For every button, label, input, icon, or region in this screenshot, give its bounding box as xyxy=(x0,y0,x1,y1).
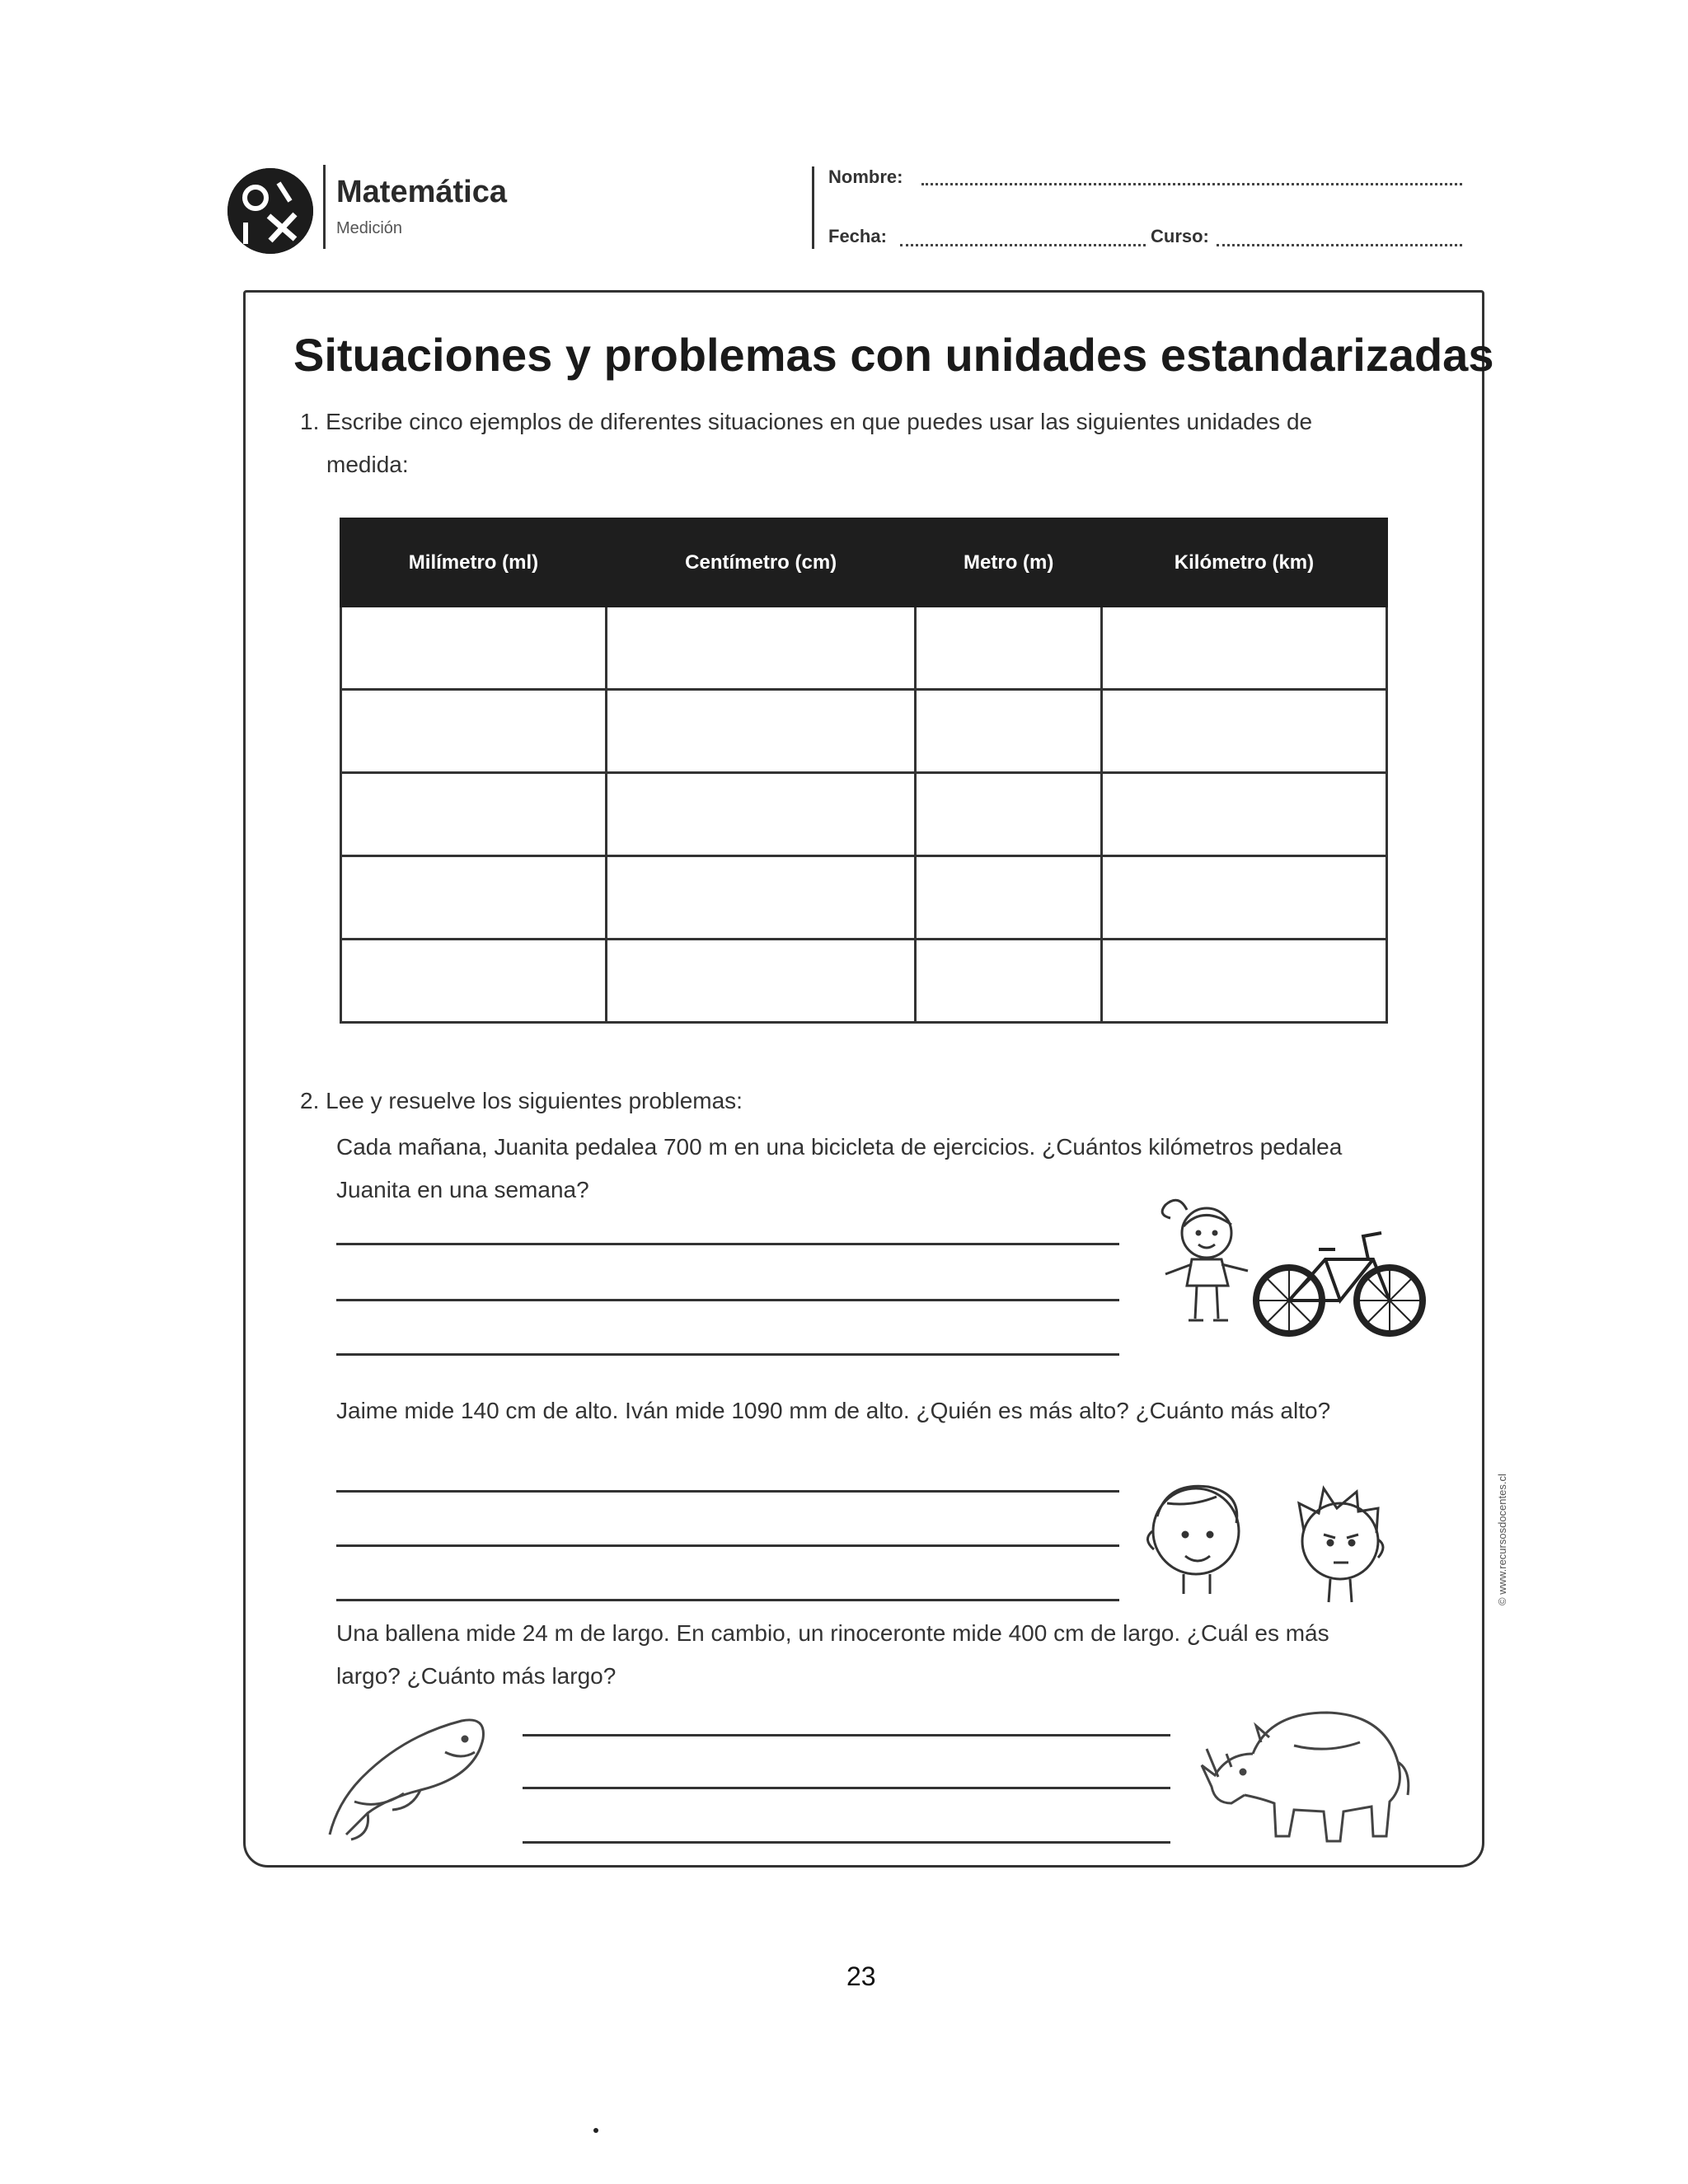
bicycle-illustration xyxy=(1250,1225,1431,1340)
table-cell[interactable] xyxy=(1101,607,1386,690)
table-cell[interactable] xyxy=(341,690,607,773)
question-1-text-cont: medida: xyxy=(326,452,409,477)
logo-divider xyxy=(323,165,326,249)
footer-mark xyxy=(593,2128,598,2133)
subject-title: Matemática xyxy=(336,175,507,209)
boy-illustration xyxy=(1134,1474,1258,1597)
column-header-cm: Centímetro (cm) xyxy=(606,519,916,607)
answer-line[interactable] xyxy=(336,1599,1119,1601)
course-label: Curso: xyxy=(1151,226,1209,246)
question-1-text: 1. Escribe cinco ejemplos de diferentes situaciones en que puedes usar las siguientes unidades de xyxy=(300,409,1313,434)
rhino-illustration xyxy=(1195,1696,1418,1853)
table-cell[interactable] xyxy=(916,607,1102,690)
table-cell[interactable] xyxy=(341,856,607,940)
course-field[interactable] xyxy=(1217,244,1462,246)
logo-icon xyxy=(227,168,313,254)
answer-line[interactable] xyxy=(336,1353,1119,1356)
header-divider xyxy=(812,166,814,249)
page-number: 23 xyxy=(846,1961,876,1991)
problem-2-text: Jaime mide 140 cm de alto. Iván mide 1090 mm de alto. ¿Quién es más alto? ¿Cuánto más alto? xyxy=(336,1398,1331,1423)
answer-line[interactable] xyxy=(336,1299,1119,1301)
answer-line[interactable] xyxy=(336,1243,1119,1245)
table-cell[interactable] xyxy=(341,940,607,1023)
table-cell[interactable] xyxy=(916,940,1102,1023)
table-cell[interactable] xyxy=(1101,856,1386,940)
side-credit: © www.recursosdocentes.cl xyxy=(1496,1474,1508,1605)
problem-3-text: Una ballena mide 24 m de largo. En cambio, un rinoceronte mide 400 cm de largo. ¿Cuál es más xyxy=(336,1620,1329,1646)
answer-line[interactable] xyxy=(523,1734,1170,1736)
table-row xyxy=(341,690,1387,773)
table-row xyxy=(341,607,1387,690)
whale-illustration xyxy=(321,1711,495,1843)
table-cell[interactable] xyxy=(606,856,916,940)
problem-1-text: Cada mañana, Juanita pedalea 700 m en una bicicleta de ejercicios. ¿Cuántos kilómetros pedalea xyxy=(336,1134,1343,1160)
table-cell[interactable] xyxy=(916,690,1102,773)
boy-illustration xyxy=(1282,1483,1398,1607)
answer-line[interactable] xyxy=(336,1490,1119,1493)
table-cell[interactable] xyxy=(606,940,916,1023)
table-cell[interactable] xyxy=(341,773,607,856)
answer-line[interactable] xyxy=(523,1841,1170,1844)
date-field[interactable] xyxy=(900,244,1146,246)
table-cell[interactable] xyxy=(1101,940,1386,1023)
table-cell[interactable] xyxy=(1101,690,1386,773)
table-cell[interactable] xyxy=(606,607,916,690)
answer-line[interactable] xyxy=(523,1787,1170,1789)
table-row xyxy=(341,773,1387,856)
problem-1-text-cont: Juanita en una semana? xyxy=(336,1177,589,1202)
unit-subtitle: Medición xyxy=(336,219,403,237)
question-2-label: 2. Lee y resuelve los siguientes problemas: xyxy=(300,1088,743,1113)
problem-3-text-cont: largo? ¿Cuánto más largo? xyxy=(336,1663,617,1689)
table-cell[interactable] xyxy=(916,856,1102,940)
units-table xyxy=(340,518,1388,1024)
table-row xyxy=(341,856,1387,940)
table-cell[interactable] xyxy=(916,773,1102,856)
column-header-mm: Milímetro (ml) xyxy=(341,519,607,607)
table-cell[interactable] xyxy=(606,773,916,856)
page-title: Situaciones y problemas con unidades estandarizadas xyxy=(293,329,1494,381)
name-field[interactable] xyxy=(921,183,1462,185)
column-header-m: Metro (m) xyxy=(916,519,1102,607)
answer-line[interactable] xyxy=(336,1544,1119,1547)
table-cell[interactable] xyxy=(341,607,607,690)
table-cell[interactable] xyxy=(606,690,916,773)
date-label: Fecha: xyxy=(828,226,887,246)
column-header-km: Kilómetro (km) xyxy=(1101,519,1386,607)
table-cell[interactable] xyxy=(1101,773,1386,856)
name-label: Nombre: xyxy=(828,166,903,187)
table-row xyxy=(341,940,1387,1023)
